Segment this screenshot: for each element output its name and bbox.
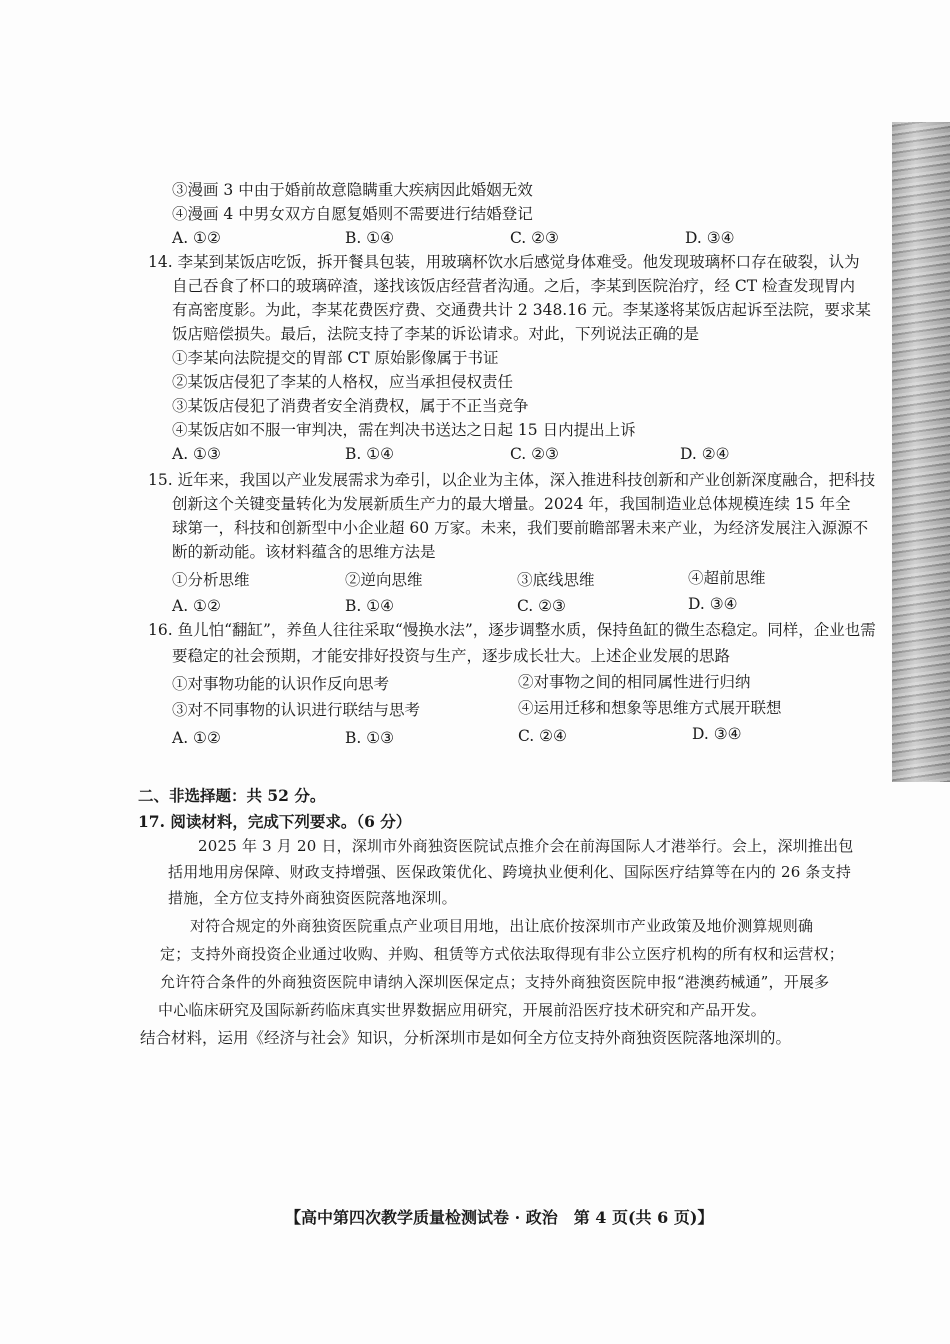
q16-option-b: B. ①③ bbox=[345, 729, 395, 747]
q17-material-line-5: 定；支持外商投资企业通过收购、并购、租赁等方式依法取得现有非公立医疗机构的所有权和运营权； bbox=[160, 945, 845, 963]
q14-option-d: D. ②④ bbox=[680, 445, 730, 463]
q17-requirement: 结合材料，运用《经济与社会》知识，分析深圳市是如何全方位支持外商独资医院落地深圳的。 bbox=[140, 1029, 792, 1047]
q14-stem-line-4: 饭店赔偿损失。最后，法院支持了李某的诉讼请求。对此，下列说法正确的是 bbox=[172, 325, 700, 343]
q14-option-c: C. ②③ bbox=[510, 445, 559, 463]
q16-stem-line-2: 要稳定的社会预期，才能安排好投资与生产，逐步成长壮大。上述企业发展的思路 bbox=[172, 647, 731, 665]
q17-material-line-1: 2025 年 3 月 20 日，深圳市外商独资医院试点推介会在前海国际人才港举行。会上，深圳推出包 bbox=[198, 837, 854, 855]
q17-material-line-3: 措施，全方位支持外商独资医院落地深圳。 bbox=[168, 889, 457, 907]
q17-material-line-6: 允许符合条件的外商独资医院申请纳入深圳医保定点；支持外商独资医院申报“港澳药械通”，开展多 bbox=[160, 973, 830, 991]
q14-stem-line-1: 14. 李某到某饭店吃饭，拆开餐具包装，用玻璃杯饮水后感觉身体难受。他发现玻璃杯口存在破裂，认为 bbox=[148, 253, 860, 271]
q14-item-4: ④某饭店如不服一审判决，需在判决书送达之日起 15 日内提出上诉 bbox=[172, 421, 636, 439]
q16-option-d: D. ③④ bbox=[692, 725, 742, 743]
q13-option-a: A. ①② bbox=[172, 229, 221, 247]
page-footer: 【高中第四次教学质量检测试卷 · 政治 第 4 页(共 6 页)】 bbox=[285, 1208, 714, 1227]
q14-option-b: B. ①④ bbox=[345, 445, 395, 463]
q16-item-1: ①对事物功能的认识作反向思考 bbox=[172, 675, 390, 693]
q14-item-3: ③某饭店侵犯了消费者安全消费权，属于不正当竞争 bbox=[172, 397, 529, 415]
q16-item-3: ③对不同事物的认识进行联结与思考 bbox=[172, 701, 421, 719]
q16-stem-line-1: 16. 鱼儿怕“翻缸”，养鱼人往往采取“慢换水法”，逐步调整水质，保持鱼缸的微生态稳定。同样，企业也需 bbox=[148, 621, 876, 639]
q14-stem-line-3: 有高密度影。为此，李某花费医疗费、交通费共计 2 348.16 元。李某遂将某饭店起诉至法院，要求某 bbox=[172, 301, 871, 319]
section-2-heading: 二、非选择题：共 52 分。 bbox=[138, 786, 326, 805]
q17-material-line-7: 中心临床研究及国际新药临床真实世界数据应用研究，开展前沿医疗技术研究和产品开发。 bbox=[158, 1001, 767, 1019]
q14-item-1: ①李某向法院提交的胃部 CT 原始影像属于书证 bbox=[172, 349, 499, 367]
q16-item-2: ②对事物之间的相同属性进行归纳 bbox=[518, 673, 751, 691]
q15-stem-line-2: 创新这个关键变量转化为发展新质生产力的最大增量。2024 年，我国制造业总体规模连续 15 年全 bbox=[172, 495, 851, 513]
q13-item-3: ③漫画 3 中由于婚前故意隐瞒重大疾病因此婚姻无效 bbox=[172, 181, 533, 199]
q15-stem-line-1: 15. 近年来，我国以产业发展需求为牵引，以企业为主体，深入推进科技创新和产业创新深度融合，把科技 bbox=[148, 471, 876, 489]
q15-option-c: C. ②③ bbox=[517, 597, 566, 615]
q17-material-line-2: 括用地用房保障、财政支持增强、医保政策优化、跨境执业便利化、国际医疗结算等在内的 26 条支持 bbox=[168, 863, 852, 881]
q13-option-c: C. ②③ bbox=[510, 229, 559, 247]
q15-stem-line-3: 球第一，科技和创新型中小企业超 60 万家。未来，我们要前瞻部署未来产业，为经济发展注入源源不 bbox=[172, 519, 869, 537]
q15-item-4: ④超前思维 bbox=[688, 569, 766, 587]
q17-material-line-4: 对符合规定的外商独资医院重点产业项目用地，出让底价按深圳市产业政策及地价测算规则确 bbox=[190, 917, 814, 935]
q15-item-1: ①分析思维 bbox=[172, 571, 250, 589]
q16-option-a: A. ①② bbox=[172, 729, 221, 747]
q15-item-3: ③底线思维 bbox=[517, 571, 595, 589]
q17-title: 17. 阅读材料，完成下列要求。（6 分） bbox=[138, 812, 412, 831]
q14-item-2: ②某饭店侵犯了李某的人格权，应当承担侵权责任 bbox=[172, 373, 514, 391]
q15-stem-line-4: 断的新动能。该材料蕴含的思维方法是 bbox=[172, 543, 436, 561]
q13-item-4: ④漫画 4 中男女双方自愿复婚则不需要进行结婚登记 bbox=[172, 205, 533, 223]
wood-table-edge bbox=[892, 122, 950, 782]
q15-item-2: ②逆向思维 bbox=[345, 571, 423, 589]
q14-stem-line-2: 自己吞食了杯口的玻璃碎渣，遂找该饭店经营者沟通。之后，李某到医院治疗，经 CT 检查发现胃内 bbox=[172, 277, 856, 295]
q15-option-a: A. ①② bbox=[172, 597, 221, 615]
q15-option-b: B. ①④ bbox=[345, 597, 395, 615]
q14-option-a: A. ①③ bbox=[172, 445, 221, 463]
q13-option-d: D. ③④ bbox=[685, 229, 735, 247]
q13-option-b: B. ①④ bbox=[345, 229, 395, 247]
q15-option-d: D. ③④ bbox=[688, 595, 738, 613]
q16-option-c: C. ②④ bbox=[518, 727, 567, 745]
q16-item-4: ④运用迁移和想象等思维方式展开联想 bbox=[518, 699, 782, 717]
